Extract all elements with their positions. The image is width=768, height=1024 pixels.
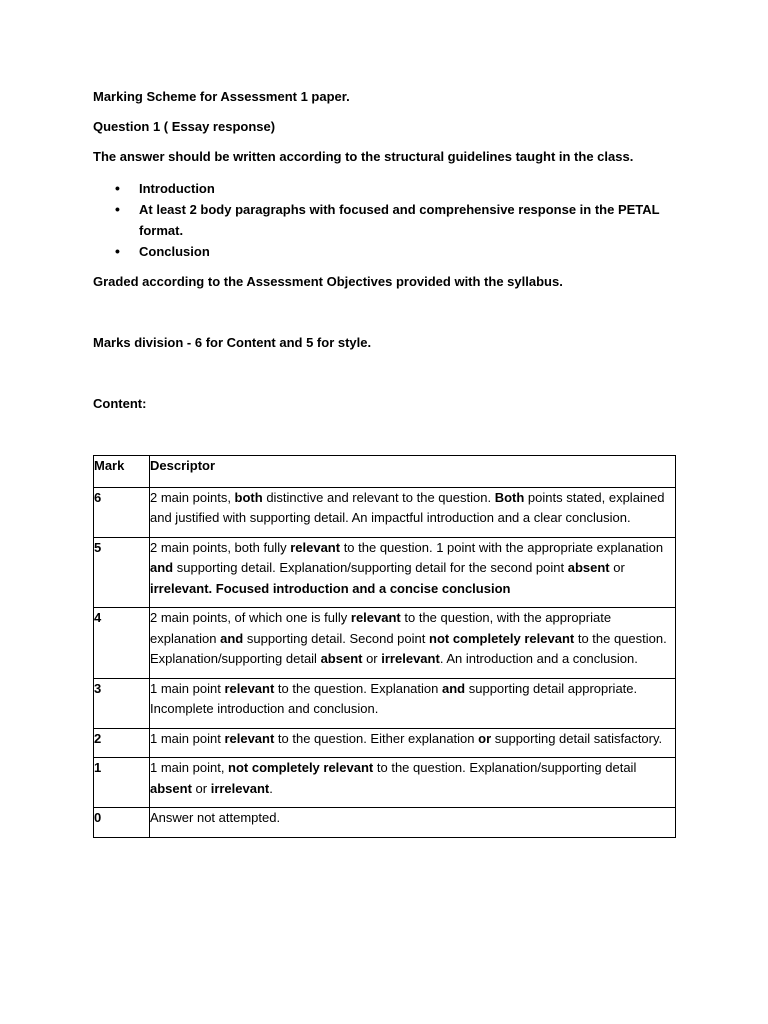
descriptor-emphasis: relevant [224, 680, 275, 696]
descriptor-emphasis: absent [150, 780, 192, 796]
descriptor-emphasis: irrelevant [210, 780, 270, 796]
descriptor-text: or [609, 560, 625, 575]
descriptor-text: to the question. Explanation/supporting detail [373, 760, 637, 775]
mark-cell: 4 [94, 608, 150, 679]
descriptor-emphasis: and [442, 680, 466, 696]
descriptor-text: to the question. 1 point with the appropriate explanation [340, 539, 664, 555]
descriptor-text: distinctive and relevant to the question. [262, 489, 495, 505]
descriptor-cell [150, 758, 676, 808]
table-row [94, 537, 676, 608]
bullet-item: • Introduction [93, 178, 683, 199]
descriptor-emphasis: irrelevant [381, 651, 440, 666]
descriptor-text: supporting detail satisfactory. [491, 730, 663, 746]
mark-cell: 0 [94, 808, 150, 838]
descriptor-column-header: Descriptor [150, 456, 676, 488]
intro-text: The answer should be written according to the structural guidelines taught in the class. [93, 149, 634, 164]
descriptor-text: 1 main point [150, 730, 225, 746]
descriptor-text: . [269, 780, 273, 796]
descriptor-emphasis: both [234, 489, 263, 505]
mark-cell: 3 [94, 678, 150, 728]
descriptor-cell [150, 487, 676, 537]
descriptor-emphasis: irrelevant. Focused introduction and a concise conclusion [150, 580, 511, 596]
descriptor-cell [150, 808, 676, 838]
descriptor-text: or [191, 780, 211, 796]
graded-text: Graded according to the Assessment Objectives provided with the syllabus. [93, 274, 563, 289]
descriptor-cell [150, 728, 676, 758]
marks-division-text: Marks division - 6 for Content and 5 for style. [93, 335, 372, 350]
bullet-item: • Conclusion [93, 241, 683, 262]
descriptor-text: to the question. Either explanation [274, 730, 479, 746]
table-header-row [94, 456, 676, 488]
descriptor-text: 2 main points, both fully [150, 539, 291, 555]
descriptor-text: or [362, 651, 382, 666]
table-row [94, 678, 676, 728]
descriptor-emphasis: absent [320, 651, 363, 666]
descriptor-emphasis: relevant [224, 730, 275, 746]
descriptor-text: supporting detail. Explanation/supporting detail for the second point [173, 560, 568, 575]
table-row [94, 608, 676, 679]
descriptor-emphasis: or [478, 730, 492, 746]
descriptor-emphasis: absent [567, 560, 610, 575]
descriptor-emphasis: Both [494, 489, 525, 505]
descriptor-text: to the question. Explanation/supporting detail [150, 630, 667, 666]
descriptor-text: Answer not attempted. [150, 810, 281, 825]
descriptor-emphasis: relevant [350, 610, 401, 625]
descriptor-text: 2 main points, [150, 489, 235, 505]
mark-cell: 2 [94, 728, 150, 758]
marking-rubric-table [93, 455, 676, 838]
content-heading: Content: [93, 396, 147, 411]
descriptor-text: points stated, explained and justified with supporting detail. An impactful introduction and a clear conclusion. [150, 489, 665, 525]
table-row [94, 487, 676, 537]
descriptor-cell [150, 678, 676, 728]
descriptor-text: 2 main points, of which one is fully [150, 610, 351, 625]
descriptor-text: . An introduction and a conclusion. [439, 651, 638, 666]
descriptor-emphasis: and [220, 630, 244, 646]
descriptor-text: supporting detail appropriate. Incomplete introduction and conclusion. [150, 680, 638, 716]
question-heading: Question 1 ( Essay response) [93, 119, 276, 134]
mark-cell: 1 [94, 758, 150, 808]
table-row [94, 758, 676, 808]
document-title: Marking Scheme for Assessment 1 paper. [93, 89, 350, 104]
descriptor-cell [150, 537, 676, 608]
descriptor-text: to the question. Explanation [274, 680, 442, 696]
table-row [94, 808, 676, 838]
descriptor-cell [150, 608, 676, 679]
bullet-item: • At least 2 body paragraphs with focused and comprehensive response in the PETAL format. [93, 199, 683, 241]
descriptor-text: 1 main point [150, 680, 225, 696]
mark-cell: 5 [94, 537, 150, 608]
mark-cell: 6 [94, 487, 150, 537]
descriptor-emphasis: relevant [290, 539, 341, 555]
descriptor-emphasis: not completely relevant [429, 630, 575, 646]
mark-column-header: Mark [94, 456, 150, 488]
descriptor-text: supporting detail. Second point [243, 630, 429, 646]
descriptor-text: to the question, with the appropriate explanation [150, 610, 612, 646]
descriptor-emphasis: and [150, 560, 174, 575]
table-row [94, 728, 676, 758]
descriptor-text: 1 main point, [150, 760, 229, 775]
structure-bullet-list [93, 178, 683, 262]
descriptor-emphasis: not completely relevant [228, 760, 374, 775]
